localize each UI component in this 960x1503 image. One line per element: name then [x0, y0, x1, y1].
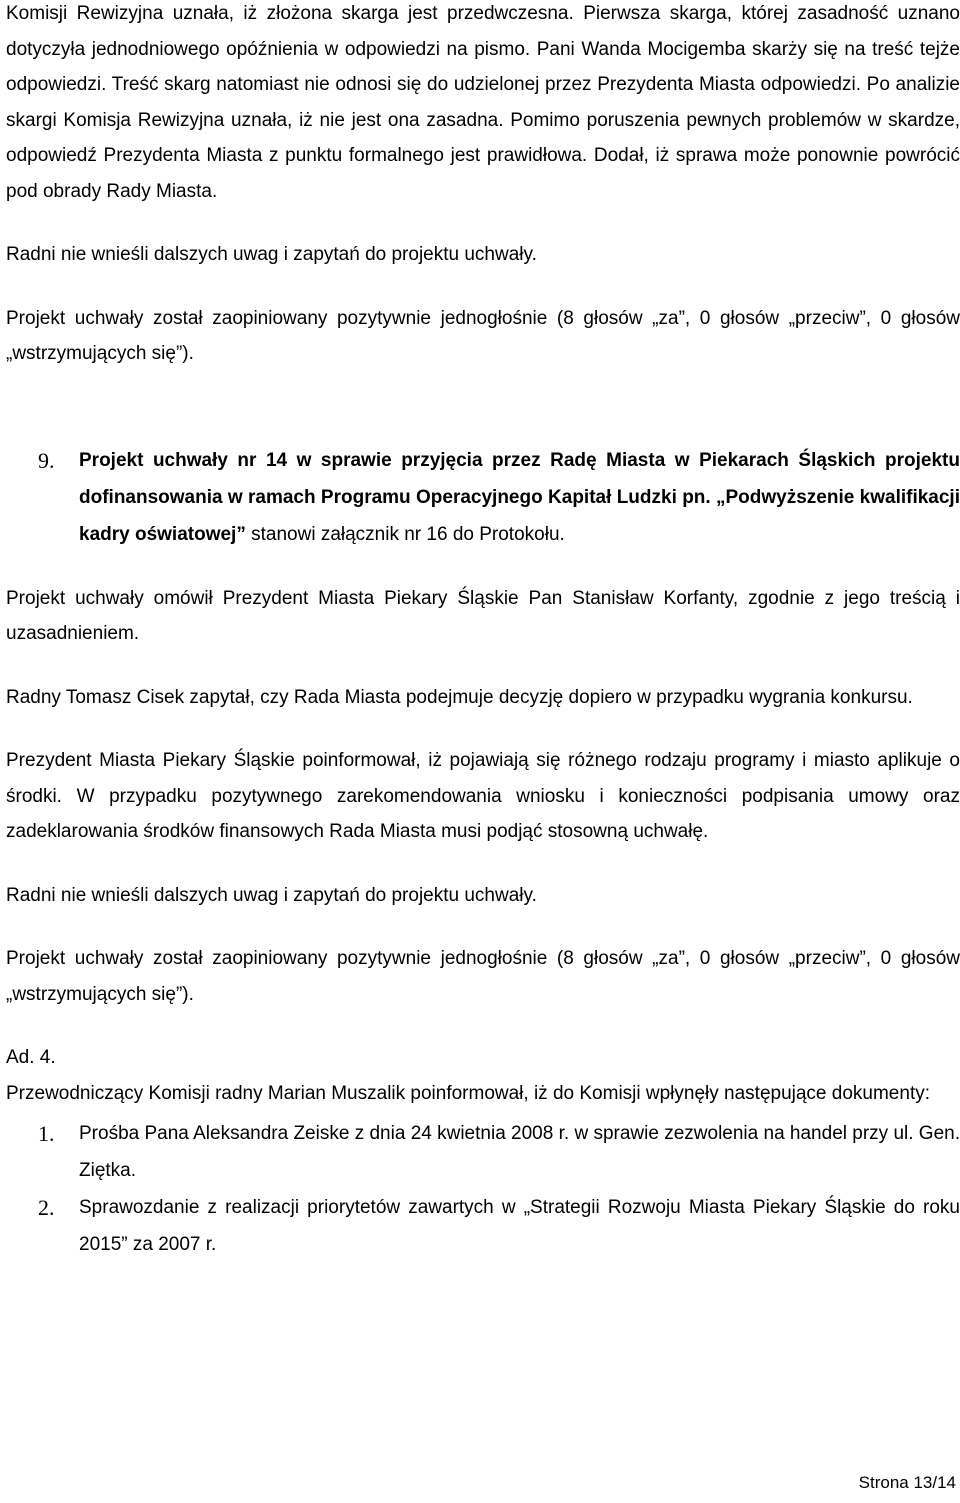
spacer: [6, 209, 960, 237]
paragraph-president-answer: Prezydent Miasta Piekary Śląskie poinformował, iż pojawiają się różnego rodzaju programy i miasto aplikuje o środki. W przypadku pozytywnego zarekomendowania wniosku i konieczności podpisania umowy oraz zadeklarowania środków finansowych Rada Miasta musi podjąć stosowną uchwałę.: [6, 750, 960, 842]
list-item: [6, 1189, 960, 1263]
list-item-text: Prośba Pana Aleksandra Zeiske z dnia 24 kwietnia 2008 r. w sprawie zezwolenia na handel przy ul. Gen. Ziętka.: [79, 1123, 960, 1181]
paragraph-vote-result: Projekt uchwały został zaopiniowany pozytywnie jednogłośnie (8 głosów „za”, 0 głosów „przeciw”, 0 głosów „wstrzymujących się”).: [6, 307, 960, 364]
page-number: Strona 13/14: [858, 1473, 956, 1492]
paragraph-complaint-assessment: Komisji Rewizyjna uznała, iż złożona skarga jest przedwczesna. Pierwsza skarga, której zasadność uznano dotyczyła jednodniowego opóźnienia w odpowiedzi na pismo. Pani Wanda Mocigemba skarży się na treść tejże odpowiedzi. Treść skarg natomiast nie odnosi się do udzielonej przez Prezydenta Miasta odpowiedzi. Po analizie skargi Komisja Rewizyjna uznała, iż nie jest ona zasadna. Pomimo poruszenia pewnych problemów w skardze, odpowiedź Prezydenta Miasta z punktu formalnego jest prawidłowa. Dodał, iż sprawa może ponownie powrócić pod obrady Rady Miasta.: [6, 3, 960, 202]
list-item-number: 2.: [38, 1195, 55, 1220]
spacer: [6, 372, 960, 442]
agenda-item-9: [6, 442, 960, 553]
section-heading: Ad. 4.: [6, 1047, 56, 1068]
paragraph-no-further-remarks-2: Radni nie wnieśli dalszych uwag i zapytań do projektu uchwały.: [6, 884, 537, 906]
documents-list: [6, 1115, 960, 1263]
agenda-item-attachment-note: stanowi załącznik nr 16 do Protokołu.: [245, 523, 565, 545]
paragraph-councillor-question: Radny Tomasz Cisek zapytał, czy Rada Miasta podejmuje decyzję dopiero w przypadku wygrania konkursu.: [6, 686, 913, 708]
list-item-number: 1.: [38, 1121, 55, 1146]
list-item-text: Sprawozdanie z realizacji priorytetów zawartych w „Strategii Rozwoju Miasta Piekary Śląskie do roku 2015” za 2007 r.: [79, 1197, 960, 1255]
paragraph-documents-intro: Przewodniczący Komisji radny Marian Muszalik poinformował, iż do Komisji wpłynęły następujące dokumenty:: [6, 1082, 930, 1104]
spacer: [6, 273, 960, 301]
spacer: [6, 715, 960, 743]
spacer: [6, 652, 960, 680]
paragraph-vote-result-2: Projekt uchwały został zaopiniowany pozytywnie jednogłośnie (8 głosów „za”, 0 głosów „przeciw”, 0 głosów „wstrzymujących się”).: [6, 948, 960, 1005]
paragraph-president-discussed: Projekt uchwały omówił Prezydent Miasta Piekary Śląskie Pan Stanisław Korfanty, zgodnie z jego treścią i uzasadnieniem.: [6, 587, 960, 644]
spacer: [6, 1012, 960, 1040]
document-page: [6, 0, 960, 1263]
agenda-item-title: Projekt uchwały nr 14 w sprawie przyjęcia przez Radę Miasta w Piekarach Śląskich projektu dofinansowania w ramach Programu Operacyjnego Kapitał Ludzki pn. „Podwyższenie kwalifikacji kadry oświatowej”: [79, 449, 960, 545]
list-item: [6, 1115, 960, 1189]
spacer: [6, 553, 960, 581]
spacer: [6, 850, 960, 878]
paragraph-no-further-remarks: Radni nie wnieśli dalszych uwag i zapytań do projektu uchwały.: [6, 244, 537, 265]
spacer: [6, 913, 960, 941]
agenda-item-number: 9.: [38, 447, 55, 473]
